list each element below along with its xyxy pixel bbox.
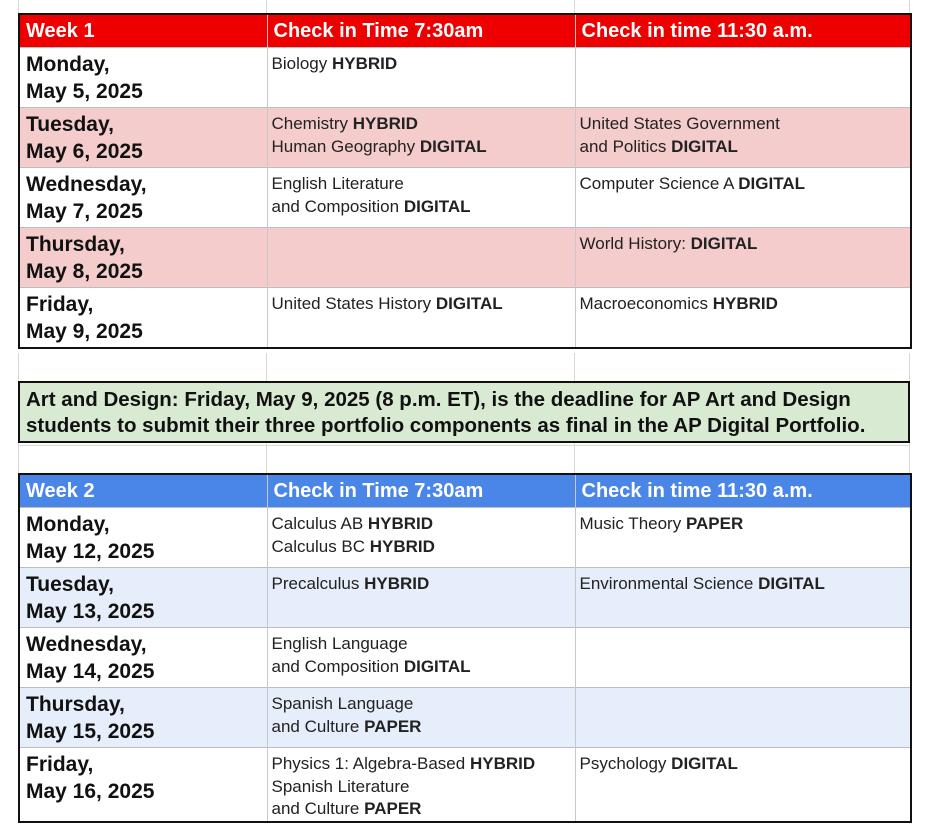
midday-exams <box>576 628 911 633</box>
day-row <box>19 288 911 349</box>
exam-format: HYBRID <box>331 54 398 73</box>
exam-subject: Calculus BC <box>271 536 370 556</box>
exam-line <box>272 693 575 716</box>
exam-subject: Computer Science A <box>579 174 739 193</box>
exam-subject: Precalculus <box>271 574 365 593</box>
date-cell: Monday, May 12, 2025 <box>26 513 155 563</box>
exam-subject: English Literature <box>271 174 404 193</box>
exam-line <box>272 113 575 136</box>
date-cell: Wednesday, May 14, 2025 <box>26 633 155 683</box>
exam-subject: Macroeconomics <box>579 294 713 313</box>
exam-line <box>580 753 911 776</box>
morning-checkin-header: Check in Time 7:30am <box>267 474 575 508</box>
exam-format: HYBRID <box>364 574 430 593</box>
midday-exams <box>576 168 911 196</box>
exam-format: DIGITAL <box>690 234 758 253</box>
exam-line <box>272 656 575 679</box>
exam-subject: and Composition <box>271 656 404 676</box>
day-row <box>19 688 911 748</box>
exam-line <box>272 513 575 536</box>
exam-subject: United States Government <box>579 114 780 133</box>
exam-line <box>580 573 911 596</box>
exam-line <box>580 233 911 256</box>
exam-format: DIGITAL <box>671 136 738 156</box>
morning-exams <box>268 748 575 821</box>
week-label: Week 1 <box>19 14 267 48</box>
date-cell: Monday, May 5, 2025 <box>26 53 143 103</box>
exam-format: PAPER <box>685 514 744 533</box>
exam-format: DIGITAL <box>403 196 471 216</box>
midday-exams <box>576 748 911 776</box>
morning-exams <box>268 228 575 233</box>
exam-subject: Physics 1: Algebra-Based <box>271 754 470 773</box>
morning-exams <box>268 508 575 558</box>
date-cell: Tuesday, May 6, 2025 <box>26 113 143 163</box>
exam-format: HYBRID <box>352 114 418 133</box>
exam-subject: Environmental Science <box>579 574 759 593</box>
exam-line <box>272 173 575 196</box>
exam-subject: World History: <box>579 234 691 253</box>
exam-subject: United States History <box>271 294 436 313</box>
exam-line <box>272 196 575 219</box>
exam-format: DIGITAL <box>738 174 805 193</box>
exam-format: DIGITAL <box>435 294 503 313</box>
exam-line <box>272 716 575 739</box>
notice-line-2: students to submit their three portfolio components as final in the AP Digital Portfolio. <box>26 414 866 437</box>
exam-subject: Psychology <box>579 754 672 773</box>
exam-subject: English Language <box>271 634 408 653</box>
midday-exams <box>576 228 911 256</box>
week2-header-row <box>19 474 911 508</box>
exam-subject: Calculus AB <box>271 514 368 533</box>
midday-exams <box>576 108 911 158</box>
day-row <box>19 228 911 288</box>
exam-subject: and Culture <box>271 799 365 818</box>
exam-format: DIGITAL <box>758 574 825 593</box>
exam-line <box>272 776 575 799</box>
exam-subject: and Politics <box>579 136 672 156</box>
morning-checkin-header: Check in Time 7:30am <box>267 14 575 48</box>
exam-line <box>272 633 575 656</box>
exam-subject: Biology <box>271 54 332 73</box>
morning-exams <box>268 628 575 678</box>
midday-exams <box>576 288 911 316</box>
exam-format: HYBRID <box>712 294 778 313</box>
notice-line-1: Art and Design: Friday, May 9, 2025 (8 p.m. ET), is the deadline for AP Art and Design <box>26 388 851 411</box>
morning-exams <box>268 108 575 158</box>
week-label: Week 2 <box>19 474 267 508</box>
date-cell: Wednesday, May 7, 2025 <box>26 173 147 223</box>
day-row <box>19 568 911 628</box>
day-row <box>19 108 911 168</box>
exam-format: DIGITAL <box>419 136 487 156</box>
morning-exams <box>268 288 575 316</box>
exam-subject: Chemistry <box>271 114 353 133</box>
exam-format: DIGITAL <box>403 656 471 676</box>
exam-subject: Music Theory <box>579 514 686 533</box>
week1-header-row <box>19 14 911 48</box>
exam-line <box>272 136 575 159</box>
week1-schedule-table <box>18 13 912 349</box>
exam-format: HYBRID <box>369 536 435 556</box>
exam-format: HYBRID <box>367 514 434 533</box>
midday-checkin-header: Check in time 11:30 a.m. <box>575 14 911 48</box>
exam-subject: Spanish Literature <box>271 776 410 796</box>
exam-line <box>272 573 575 596</box>
exam-line <box>272 753 575 776</box>
midday-checkin-header: Check in time 11:30 a.m. <box>575 474 911 508</box>
date-cell: Thursday, May 8, 2025 <box>26 233 143 283</box>
exam-format: DIGITAL <box>671 754 738 773</box>
day-row <box>19 628 911 688</box>
exam-line <box>580 293 911 316</box>
morning-exams <box>268 568 575 596</box>
date-cell: Thursday, May 15, 2025 <box>26 693 155 743</box>
exam-subject: Spanish Language <box>271 694 414 713</box>
exam-line <box>272 53 575 76</box>
exam-subject: and Culture <box>271 716 365 736</box>
exam-line <box>580 113 911 136</box>
exam-format: PAPER <box>364 716 422 736</box>
exam-subject: and Composition <box>271 196 404 216</box>
date-cell: Tuesday, May 13, 2025 <box>26 573 155 623</box>
midday-exams <box>576 508 911 536</box>
midday-exams <box>576 688 911 693</box>
midday-exams <box>576 48 911 53</box>
exam-line <box>580 173 911 196</box>
morning-exams <box>268 48 575 76</box>
exam-line <box>580 136 911 159</box>
week2-schedule-table <box>18 473 912 823</box>
day-row <box>19 48 911 108</box>
exam-line <box>580 513 911 536</box>
exam-subject: Human Geography <box>271 136 420 156</box>
morning-exams <box>268 168 575 218</box>
day-row <box>19 168 911 228</box>
exam-format: PAPER <box>364 799 422 818</box>
day-row <box>19 748 911 822</box>
date-cell: Friday, May 9, 2025 <box>26 293 143 343</box>
midday-exams <box>576 568 911 596</box>
date-cell: Friday, May 16, 2025 <box>26 753 155 803</box>
exam-line <box>272 798 575 821</box>
exam-line <box>272 293 575 316</box>
day-row <box>19 508 911 568</box>
art-design-deadline-notice <box>18 381 910 443</box>
exam-format: HYBRID <box>469 754 536 773</box>
exam-line <box>272 536 575 559</box>
morning-exams <box>268 688 575 738</box>
